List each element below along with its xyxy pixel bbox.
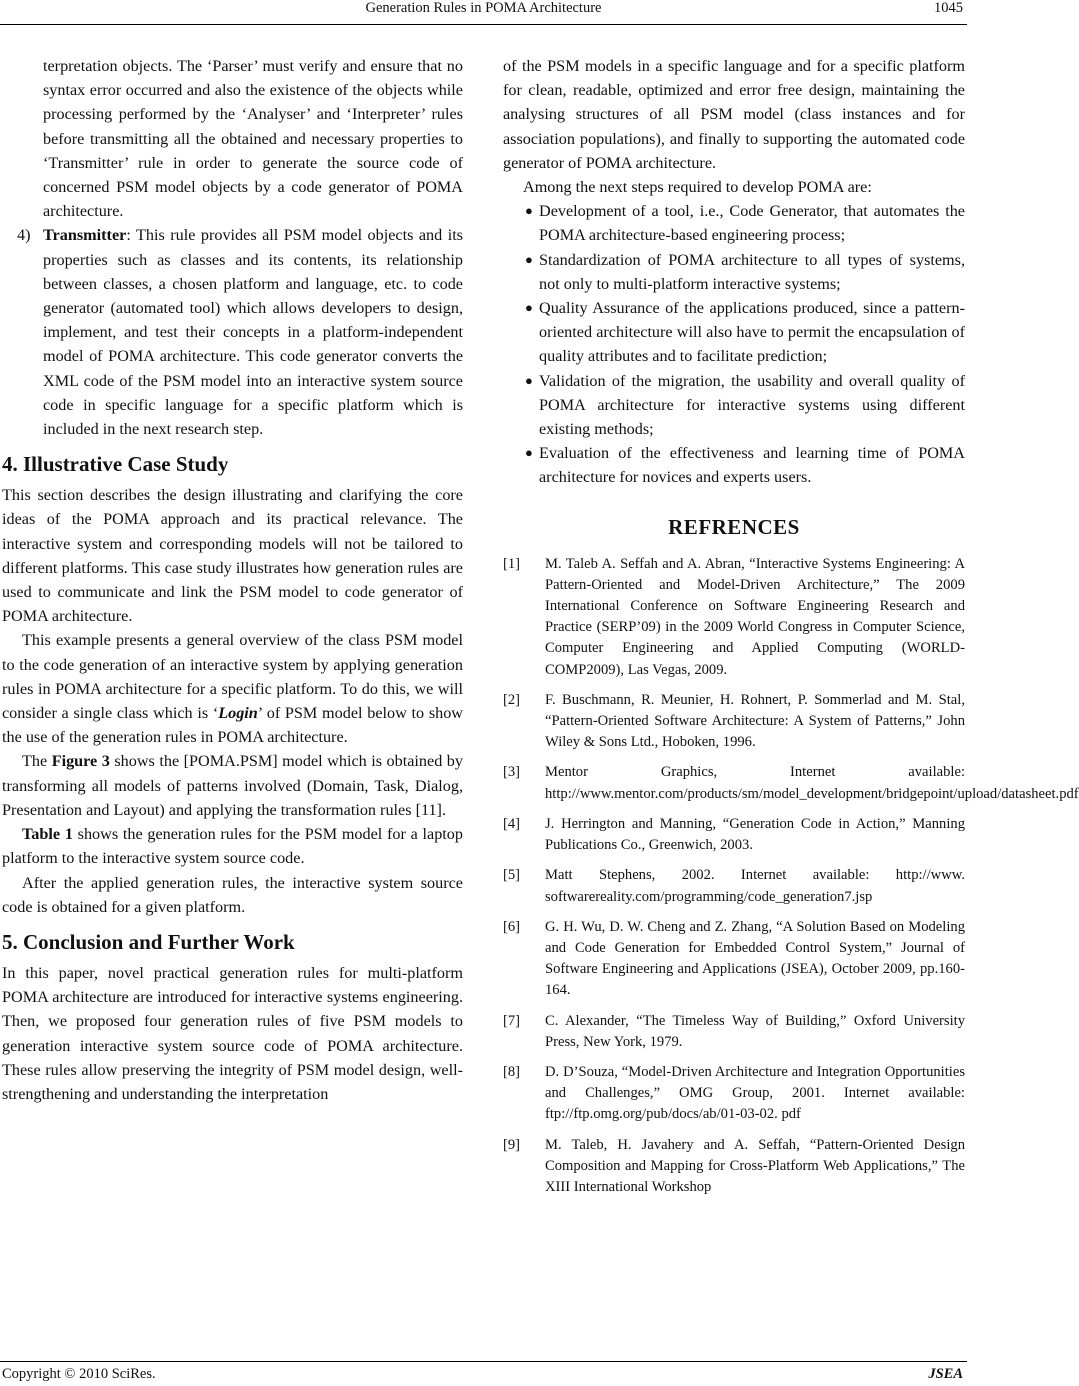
reference-item — [503, 917, 965, 1002]
reference-text: Matt Stephens, 2002. Internet available: http://www. softwarereality.com/programming/code_generation7.jsp — [545, 867, 965, 905]
reference-text: D. D’Souza, “Model-Driven Architecture and Integration Opportunities and Challenges,” OMG Group, 2001. Internet available: ftp://ftp.omg.org/pub/docs/ab/01-03-02. pdf — [545, 1063, 965, 1123]
list-item — [503, 369, 965, 442]
list-item — [503, 441, 965, 489]
section-5-heading: 5. Conclusion and Further Work — [2, 929, 295, 954]
reference-text: M. Taleb A. Seffah and A. Abran, “Interactive Systems Engineering: A Pattern-Oriented and Model-Driven Architecture,” The 2009 International Conference on Software Engineering Research and Practice (SERP’09) in the 2009 World Congress in Computer Science, Computer Engineering and Applied Computing (WORLD-COMP2009), Las Vegas, 2009. — [545, 555, 965, 678]
reference-item — [503, 690, 965, 754]
reference-text: J. Herrington and Manning, “Generation Code in Action,” Manning Publications Co., Greenwich, 2003. — [545, 815, 965, 854]
transmitter-item — [2, 223, 463, 441]
list-item — [503, 248, 965, 296]
table-reference: Table 1 — [22, 825, 73, 844]
list-item — [503, 296, 965, 369]
journal-abbrev: JSEA — [928, 1366, 963, 1382]
list-item-text: Validation of the migration, the usability and overall quality of POMA architecture for interactive systems using different existing methods; — [539, 371, 965, 439]
reference-item — [503, 762, 1079, 804]
copyright: Copyright © 2010 SciRes. — [2, 1366, 156, 1382]
section-4-paragraph-1: This section describes the design illustrating and clarifying the core ideas of the POMA approach and its practical relevance. The interactive system and corresponding models will not be tailored to different platforms. This case study illustrates how generation rules are used to communicate and link the PSM model to code generator of POMA architecture. — [2, 486, 463, 626]
reference-number: [8] — [503, 1063, 521, 1080]
reference-number: [7] — [503, 1012, 521, 1029]
right-column — [503, 54, 1079, 1207]
section-4-paragraph-2 — [2, 628, 463, 749]
list-item-text: Quality Assurance of the applications produced, since a pattern-oriented architecture will also have to permit the encapsulation of quality attributes and to facilitate prediction; — [539, 299, 965, 366]
bullet-icon: ● — [525, 372, 533, 388]
list-item-text: Standardization of POMA architecture to all types of systems, not only to multi-platform interactive systems; — [539, 250, 965, 293]
references-list — [503, 554, 1079, 1198]
reference-number: [1] — [503, 555, 521, 572]
text-run: shows the [POMA.PSM] model which is obtained by transforming all models of patterns involved (Domain, Task, Dialog, Presentation and Layout) and applying the transformation rules [11]. — [2, 752, 463, 819]
footer-rule — [0, 1361, 967, 1362]
next-steps-list — [503, 199, 965, 489]
page-number: 1045 — [934, 0, 963, 16]
reference-text: M. Taleb, H. Javahery and A. Seffah, “Pattern-Oriented Design Composition and Mapping for Cross-Platform Web Applications,” The XIII International Workshop — [545, 1136, 965, 1195]
reference-number: [4] — [503, 815, 521, 832]
reference-text: Mentor Graphics, Internet available: http://www.mentor.com/products/sm/model_development/bridgepoint/upload/datasheet.pdf — [545, 764, 1079, 802]
section-5-paragraph-1: In this paper, novel practical generation rules for multi-platform POMA architecture are introduced for interactive systems engineering. Then, we proposed four generation rules of five PSM models to generation interactive system source code of POMA architecture. These rules allow preserving the integrity of PSM model design, well-strengthening and understanding the interpretation — [2, 963, 463, 1103]
bullet-icon: ● — [525, 203, 533, 219]
reference-text: C. Alexander, “The Timeless Way of Building,” Oxford University Press, New York, 1979. — [545, 1012, 965, 1050]
reference-item — [503, 554, 965, 681]
text-run: The — [22, 752, 52, 771]
item-label: Transmitter — [43, 226, 127, 245]
bullet-icon: ● — [525, 445, 533, 461]
login-emphasis: Login — [218, 704, 258, 723]
item-text: : This rule provides all PSM model objects and its properties such as classes and its contents, its relationship between classes, a chosen platform and language, etc. to code generator (automated tool) which allows developers to design, implement, and test their concepts in a platform-independent model of POMA architecture. This code generator converts the XML code of the PSM model into an interactive system source code in specific language for a specific platform which is included in the next research step. — [43, 226, 463, 439]
references-heading: REFRENCES — [668, 514, 800, 539]
bullet-icon: ● — [525, 251, 533, 267]
page-header — [0, 0, 967, 20]
next-steps-intro: Among the next steps required to develop POMA are: — [523, 178, 872, 197]
reference-number: [6] — [503, 918, 521, 935]
section-4-paragraph-3 — [2, 749, 463, 822]
text-run: shows the generation rules for the PSM model for a laptop platform to the interactive system source code. — [2, 825, 463, 868]
section-4-heading: 4. Illustrative Case Study — [2, 452, 229, 477]
list-item — [503, 199, 965, 247]
reference-item — [503, 1011, 965, 1053]
text-run: ’ of PSM model below to show the use of the generation rules in POMA architecture. — [2, 704, 463, 747]
header-rule — [0, 24, 967, 25]
reference-item — [503, 1062, 965, 1126]
reference-number: [9] — [503, 1136, 521, 1153]
reference-item — [503, 814, 965, 856]
reference-text: G. H. Wu, D. W. Cheng and Z. Zhang, “A Solution Based on Modeling and Code Generation for Embedded Control System,” Journal of Software Engineering and Applications (JSEA), October 2009, pp.160-164. — [545, 918, 965, 999]
reference-number: [3] — [503, 764, 521, 781]
running-title: Generation Rules in POMA Architecture — [365, 0, 602, 16]
figure-reference: Figure 3 — [51, 752, 110, 771]
reference-item — [503, 865, 965, 907]
reference-number: [5] — [503, 867, 521, 884]
left-column — [2, 54, 463, 1106]
list-item-text: Development of a tool, i.e., Code Generator, that automates the POMA architecture-based engineering process; — [539, 202, 965, 245]
bullet-icon: ● — [525, 300, 533, 316]
reference-number: [2] — [503, 691, 521, 708]
conclusion-continued: of the PSM models in a specific language and for a specific platform for clean, readable, optimized and error free design, maintaining the analysing structures of all PSM model (class instances and for association populations), and finally to supporting the automated code generator of POMA architecture. — [503, 57, 965, 172]
text-run: This example presents a general overview of the class PSM model to the code generation of an interactive system by applying generation rules in POMA architecture for a specific platform. To do this, we will consider a single class which is ‘ — [2, 631, 463, 723]
reference-text: F. Buschmann, R. Meunier, H. Rohnert, P. Sommerlad and M. Stal, “Pattern-Oriented Software Architecture: A System of Patterns,” John Wiley & Sons Ltd., Hoboken, 1996. — [545, 691, 965, 751]
section-4-paragraph-5: After the applied generation rules, the interactive system source code is obtained for a given platform. — [2, 873, 463, 916]
item-number: 4) — [17, 226, 31, 245]
parser-paragraph: terpretation objects. The ‘Parser’ must verify and ensure that no syntax error occurred and also the existence of the objects while processing performed by the ‘Analyser’ and ‘Interpreter’ rules before transmitting all the obtained and necessary properties to ‘Transmitter’ rule in order to generate the source code of concerned PSM model objects by a code generator of POMA architecture. — [43, 57, 463, 221]
section-4-paragraph-4 — [2, 822, 463, 870]
list-item-text: Evaluation of the effectiveness and learning time of POMA architecture for novices and experts users. — [539, 444, 965, 487]
reference-item — [503, 1135, 965, 1199]
